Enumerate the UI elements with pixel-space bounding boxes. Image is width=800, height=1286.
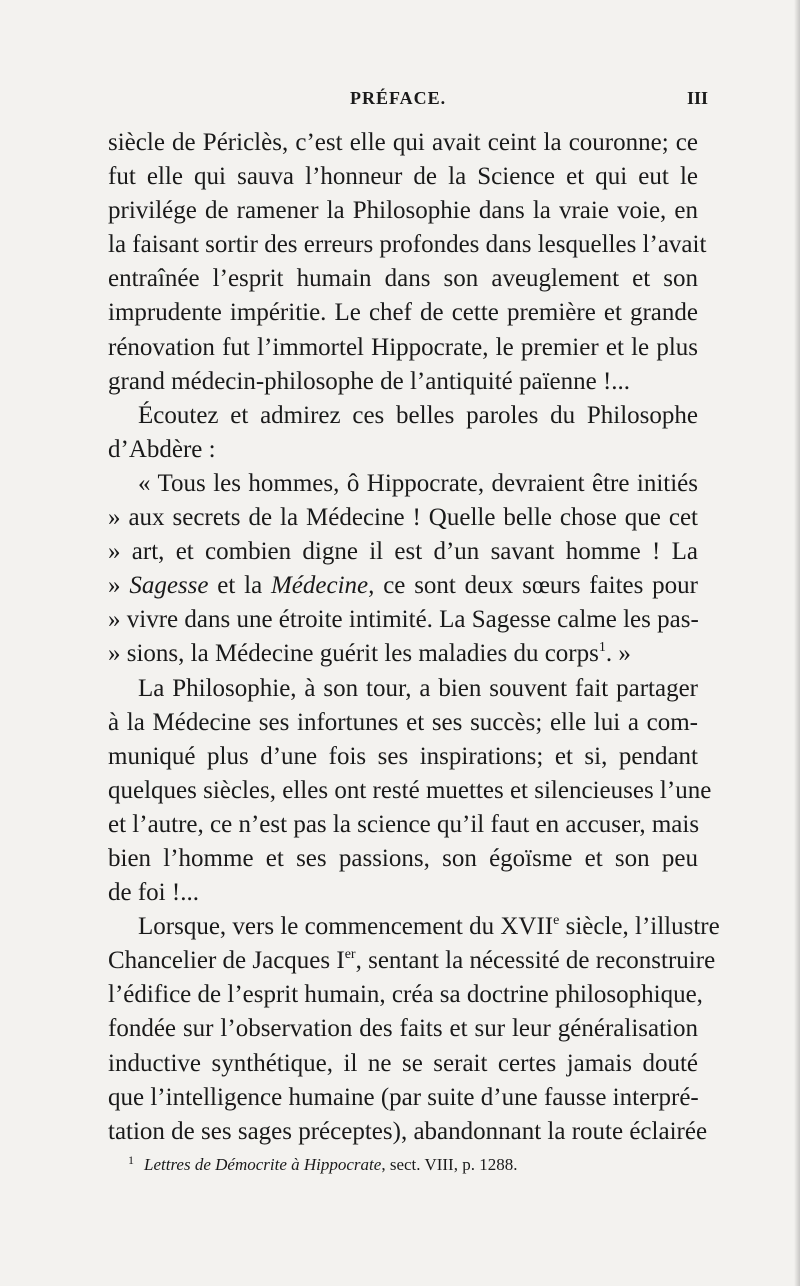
text-line: [108, 501, 698, 535]
text-line: [108, 569, 698, 603]
text-line: [108, 842, 698, 876]
superscript: 1: [598, 640, 606, 656]
line-text: » aux secrets de la Médecine ! Quelle belle chose que cet: [108, 504, 698, 532]
line-text: . »: [605, 640, 631, 668]
line-text: , sentant la nécessité de reconstruire: [355, 947, 716, 975]
line-text: quelques siècles, elles ont resté muettes et silencieuses l’une: [108, 776, 712, 804]
line-text: grand médecin-philosophe de l’antiquité païenne !...: [108, 367, 631, 395]
text-line: [108, 1115, 708, 1149]
text-line: [108, 1081, 698, 1115]
text-line: [108, 910, 720, 944]
footnote-citation-title: Lettres de Démocrite à Hippocrate: [144, 1155, 382, 1174]
line-text: que l’intelligence humaine (par suite d’une fausse interpré-: [108, 1083, 699, 1111]
text-line: [108, 467, 698, 501]
text-line: [108, 194, 698, 228]
text-line: [108, 876, 698, 910]
text-line: [108, 706, 698, 740]
footnote-number: 1: [128, 1153, 134, 1167]
line-text: » sions, la Médecine guérit les maladies du corps: [108, 640, 599, 668]
line-text: et la: [208, 572, 271, 600]
superscript: er: [344, 947, 356, 963]
superscript: e: [553, 913, 560, 929]
line-text: » art, et combien digne il est d’un savant homme ! La: [108, 538, 698, 566]
line-text: bien l’homme et ses passions, son égoïsme et son peu: [108, 844, 698, 872]
line-text: entraînée l’esprit humain dans son aveuglement et son: [108, 265, 698, 293]
text-line: [108, 365, 698, 399]
line-text: siècle de Périclès, c’est elle qui avait ceint la couronne; ce: [108, 129, 698, 156]
line-text: Lorsque, vers le commencement du XVII: [138, 913, 554, 941]
text-line: [108, 740, 698, 774]
text-line: [108, 433, 698, 467]
running-header: [108, 88, 708, 118]
line-text: à la Médecine ses infortunes et ses succès; elle lui a com-: [108, 708, 698, 736]
text-line: [108, 126, 698, 160]
line-text: » vivre dans une étroite intimité. La Sagesse calme les pas-: [108, 606, 699, 634]
text-line: [108, 228, 707, 262]
text-line: [108, 331, 698, 365]
line-text: fut elle qui sauva l’honneur de la Science et qui eut le: [108, 163, 698, 191]
running-title: PRÉFACE.: [350, 88, 447, 108]
line-text: privilége de ramener la Philosophie dans la vraie voie, en: [108, 197, 698, 225]
line-text: de foi !...: [108, 879, 199, 907]
line-text: siècle, l’illustre: [559, 913, 720, 941]
text-line: [108, 296, 698, 330]
text-line: [108, 1047, 698, 1081]
line-text: d’Abdère :: [108, 435, 216, 463]
line-text: fondée sur l’observation des faits et sur leur généralisation: [108, 1015, 698, 1043]
text-line: [108, 399, 698, 433]
italic-text: Médecine,: [270, 572, 375, 600]
text-line: [108, 808, 698, 842]
footnote-citation-details: , sect. VIII, p. 1288.: [381, 1155, 518, 1174]
page-number: III: [686, 88, 708, 108]
line-text: la faisant sortir des erreurs profondes dans lesquelles l’avait: [108, 231, 707, 259]
text-line: [108, 603, 698, 637]
line-text: « Tous les hommes, ô Hippocrate, devraient être initiés: [138, 469, 698, 497]
text-line: [108, 978, 703, 1012]
line-text: »: [108, 572, 130, 600]
line-text: et l’autre, ce n’est pas la science qu’il faut en accuser, mais: [108, 810, 700, 838]
line-text: inductive synthétique, il ne se serait certes jamais douté: [108, 1049, 698, 1077]
line-text: Chancelier de Jacques I: [108, 947, 345, 975]
text-line: [108, 535, 698, 569]
text-line: [108, 672, 698, 706]
text-line: [108, 774, 712, 808]
text-line: [108, 262, 698, 296]
page-edge-shadow: [794, 0, 800, 1286]
italic-text: Sagesse: [129, 572, 209, 600]
line-text: l’édifice de l’esprit humain, créa sa doctrine philosophique,: [108, 981, 703, 1009]
line-text: tation de ses sages préceptes), abandonnant la route éclairée: [108, 1117, 708, 1145]
line-text: imprudente impéritie. Le chef de cette première et grande: [108, 299, 698, 327]
line-text: ce sont deux sœurs faites pour: [374, 572, 699, 600]
text-line: [108, 1012, 698, 1046]
footnote: [128, 1153, 688, 1175]
text-line: [108, 944, 716, 978]
line-text: muniqué plus d’une fois ses inspirations; et si, pendant: [108, 742, 698, 770]
line-text: Écoutez et admirez ces belles paroles du Philosophe: [138, 401, 698, 429]
text-line: [108, 160, 698, 194]
body-text: [108, 126, 720, 1149]
text-line: [108, 637, 698, 671]
line-text: La Philosophie, à son tour, a bien souvent fait partager: [138, 674, 698, 702]
line-text: rénovation fut l’immortel Hippocrate, le premier et le plus: [108, 333, 698, 361]
